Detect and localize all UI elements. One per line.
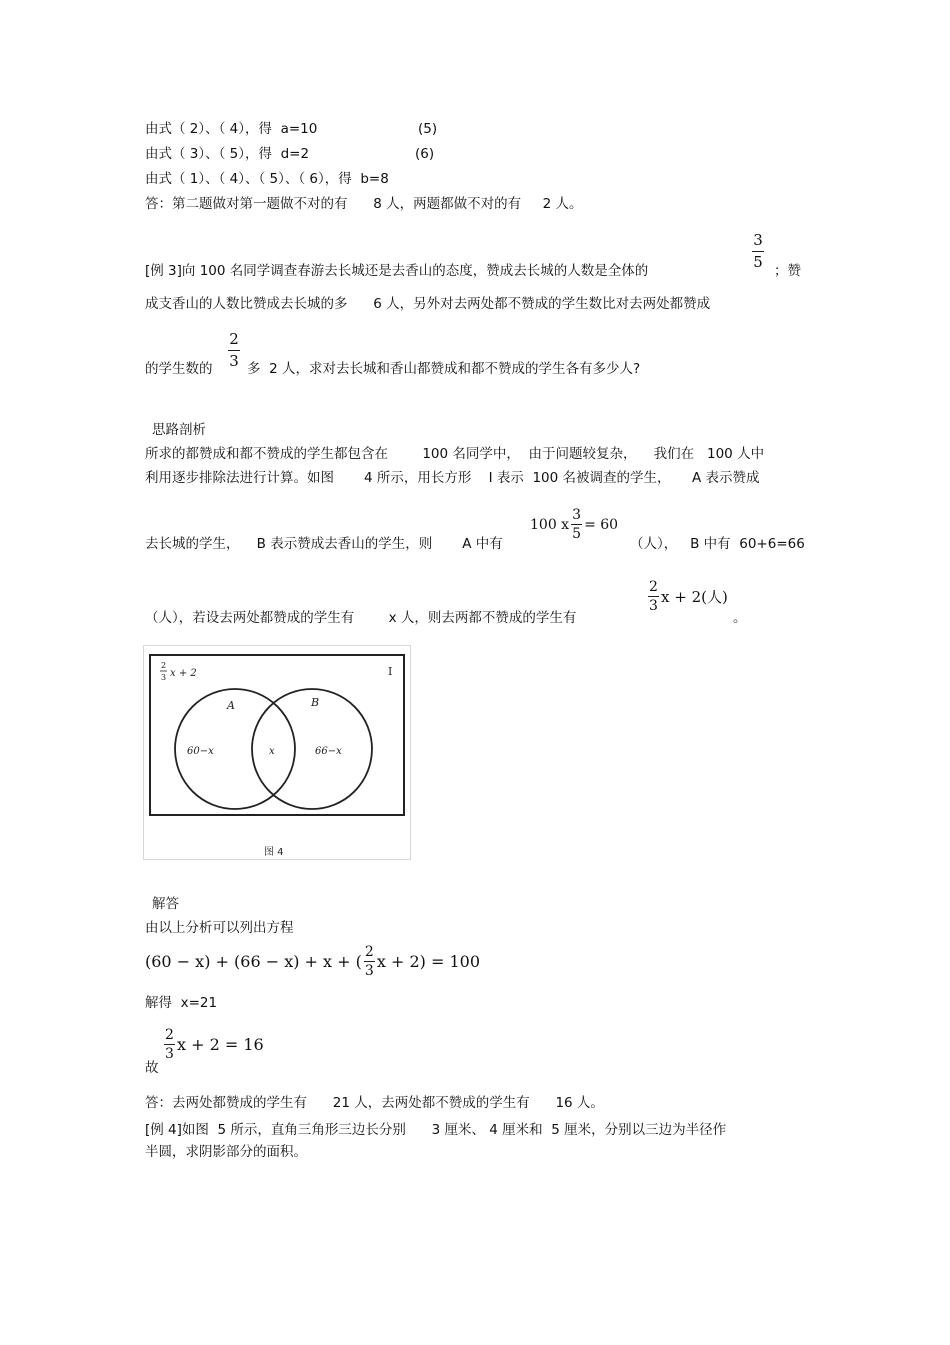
equation-number-6: (6) <box>415 146 435 162</box>
region-intersection: x <box>269 746 275 757</box>
result-equation: $\frac{2}{3}$ x + 2 = 16 <box>165 1027 264 1062</box>
figure-caption: 图 4 <box>264 847 284 858</box>
venn-diagram-figure <box>143 645 411 860</box>
venn-diagram <box>143 645 411 860</box>
answer-line-example-3: 答：去两处都赞成的学生有 21 人，去两处都不赞成的学生有 16 人。 <box>145 1095 604 1111</box>
circle-a-label: A <box>227 699 235 712</box>
example-3-line-1-end: ；赞 <box>774 263 801 279</box>
expr-neither: $\frac{2}{3}$ x + 2(人) <box>649 579 728 614</box>
calc-a-expression: 100 x $\frac{3}{5}$ = 60 <box>530 507 619 542</box>
circle-b-label: B <box>311 696 320 709</box>
analysis-line-4b: 。 <box>733 610 747 626</box>
example-3-line-3b: 多 2 人，求对去长城和香山都赞成和都不赞成的学生各有多少人? <box>247 361 641 377</box>
fraction-2-3: 2 3 <box>229 330 239 370</box>
answer-line-example-2: 答：第二题做对第一题做不对的有 8 人，两题都做不对的有 2 人。 <box>145 196 583 212</box>
example-4-line-1: [例 4]如图 5 所示，直角三角形三边长分别 3 厘米、 4 厘米和 5 厘米，分别以三边为半径作 <box>145 1122 727 1138</box>
svg-text:2: 2 <box>161 661 167 670</box>
solution-line-3: 故 <box>145 1060 159 1076</box>
text-line-2: 由式（ 3）、（ 5），得 d=2 <box>145 146 310 162</box>
solution-line-1: 由以上分析可以列出方程 <box>145 920 294 936</box>
example-3-line-2: 成支香山的人数比赞成去长城的多 6 人，另外对去两处都不赞成的学生数比对去两处都赞成 <box>145 296 711 312</box>
region-a-only: 60−x <box>187 746 214 757</box>
analysis-heading: 思路剖析 <box>152 422 206 438</box>
analysis-line-3b: （人）， B 中有 60+6=66 <box>630 536 805 552</box>
solution-heading: 解答 <box>152 896 179 912</box>
text-line-1: 由式（ 2）、（ 4），得 a=10 <box>145 121 318 137</box>
analysis-line-1: 所求的都赞成和都不赞成的学生都包含在 100 名同学中， 由于问题较复杂， 我们在 100 人中 <box>145 446 765 462</box>
analysis-line-3a: 去长城的学生， B 表示赞成去香山的学生，则 A 中有 <box>145 536 503 552</box>
set-label-i: I <box>388 665 393 678</box>
analysis-line-2: 利用逐步排除法进行计算。如图 4 所示，用长方形 I 表示 100 名被调查的学生， A 表示赞成 <box>145 470 760 486</box>
svg-text:x + 2: x + 2 <box>170 668 197 679</box>
svg-text:3: 3 <box>161 673 167 682</box>
fraction-3-5: 3 5 <box>753 231 763 271</box>
region-b-only: 66−x <box>315 746 342 757</box>
example-4-line-2: 半圆，求阴影部分的面积。 <box>145 1144 307 1160</box>
example-3-line-1: [例 3]向 100 名同学调查春游去长城还是去香山的态度，赞成去长城的人数是全体的 <box>145 263 649 279</box>
analysis-line-4a: （人），若设去两处都赞成的学生有 x 人，则去两都不赞成的学生有 <box>145 610 577 626</box>
main-equation: (60 − x) + (66 − x) + x + ( $\frac{2}{3}$ x + 2) = 100 <box>145 944 481 979</box>
text-line-3: 由式（ 1）、（ 4）、（ 5）、（ 6），得 b=8 <box>145 171 389 187</box>
example-3-line-3a: 的学生数的 <box>145 361 213 377</box>
solution-line-2: 解得 x=21 <box>145 995 218 1011</box>
equation-number-5: (5) <box>418 121 438 137</box>
